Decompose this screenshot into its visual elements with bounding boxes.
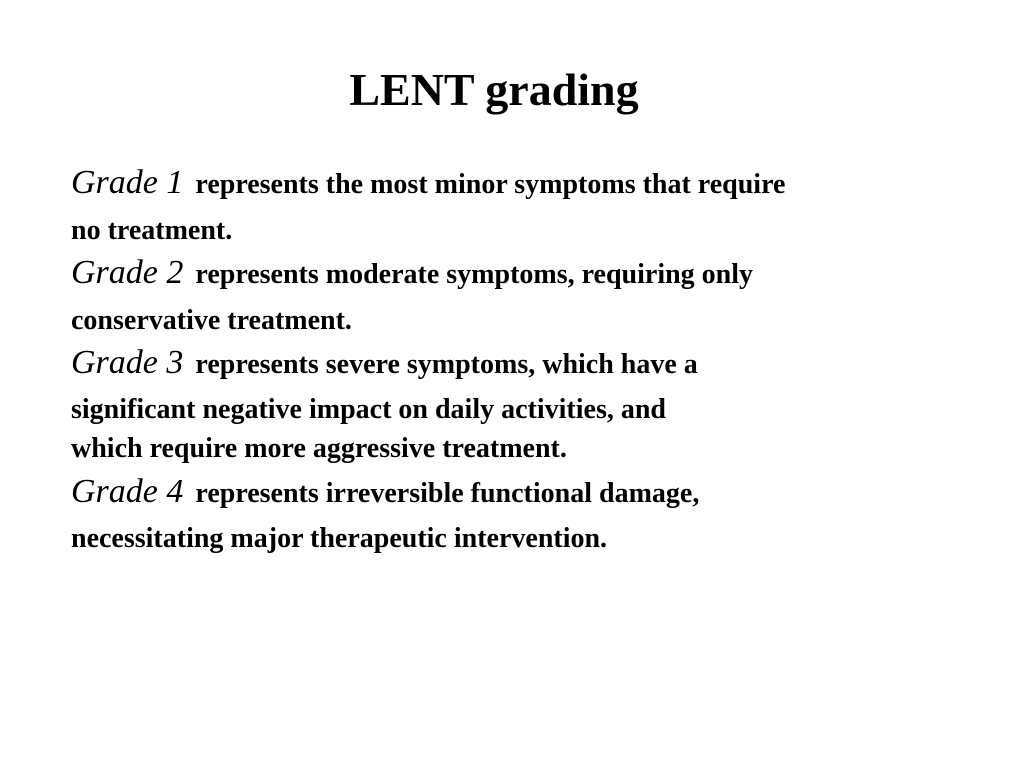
grade-2-text-2: conservative treatment. xyxy=(71,305,352,336)
grade-4-line-1 xyxy=(71,475,699,511)
grade-3-line-3 xyxy=(71,432,567,466)
grade-3-label: Grade 3 xyxy=(71,344,184,381)
grade-2-line-1 xyxy=(71,256,753,292)
grade-3-line-2 xyxy=(71,393,666,427)
grade-2-label: Grade 2 xyxy=(71,254,184,291)
grade-3-text-2: significant negative impact on daily activities, and xyxy=(71,394,666,425)
grade-3-line-1 xyxy=(71,346,698,382)
grade-4-text-2: necessitating major therapeutic intervention. xyxy=(71,523,608,554)
grade-2-line-2 xyxy=(71,304,352,338)
grade-4-line-2 xyxy=(71,522,607,556)
grade-4-label: Grade 4 xyxy=(71,473,184,510)
grade-1-line-1 xyxy=(71,166,785,202)
grade-1-text-1: represents the most minor symptoms that require xyxy=(195,169,786,200)
grade-2-text-1: represents moderate symptoms, requiring only xyxy=(195,259,754,290)
grade-1-text-2: no treatment. xyxy=(71,215,233,246)
page-title: LENT grading xyxy=(349,64,639,115)
grade-3-text-3: which require more aggressive treatment. xyxy=(71,433,567,464)
grade-1-label: Grade 1 xyxy=(71,164,184,201)
grade-3-text-1: represents severe symptoms, which have a xyxy=(195,349,698,380)
grade-4-text-1: represents irreversible functional damage, xyxy=(195,478,700,509)
grade-1-line-2 xyxy=(71,214,232,248)
